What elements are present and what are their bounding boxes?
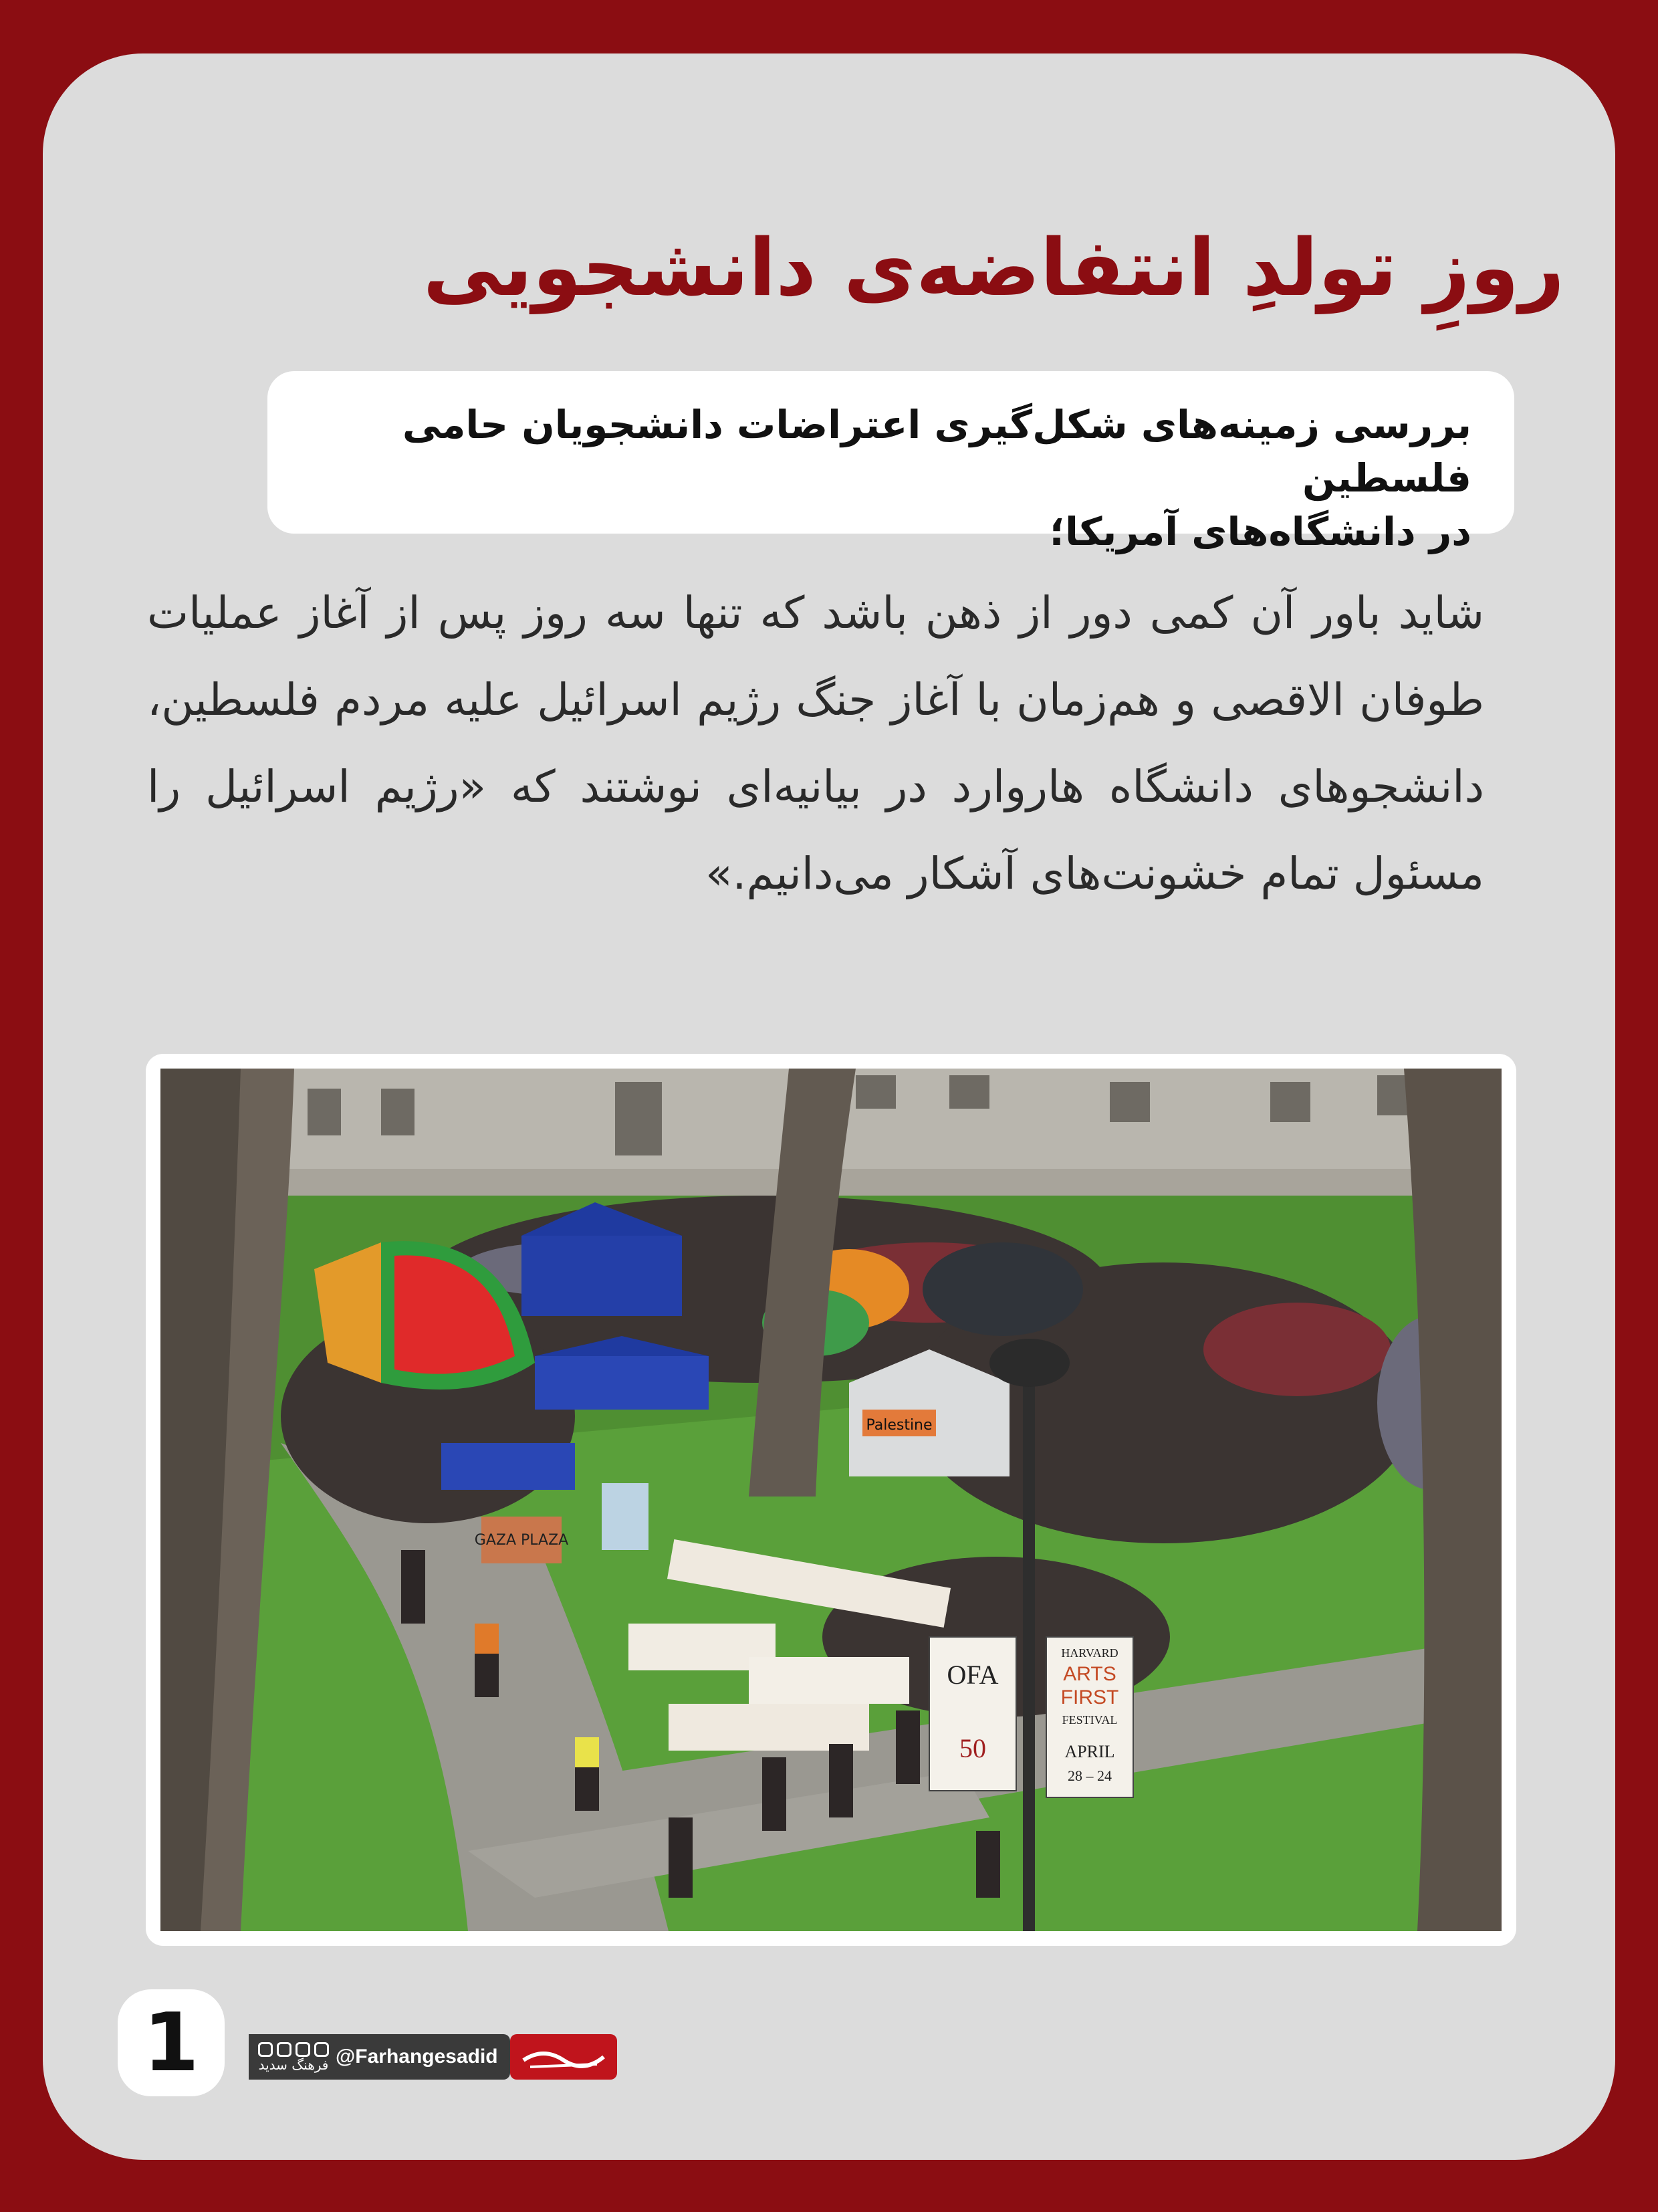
social-bar	[249, 2034, 510, 2080]
ofa-banner-50: 50	[959, 1733, 986, 1763]
subtitle-line-2: در دانشگاه‌های آمریکا؛	[1049, 509, 1471, 554]
eitaa-icon	[295, 2042, 310, 2057]
social-icons	[258, 2042, 329, 2057]
page-number: 1	[118, 1989, 225, 2096]
subtitle-box	[267, 371, 1514, 554]
telegram-icon	[314, 2042, 329, 2057]
footer-brand	[249, 2034, 617, 2080]
instagram-icon	[258, 2042, 273, 2057]
twitter-icon	[277, 2042, 291, 2057]
brand-logo-mark	[517, 2040, 610, 2074]
harvard-banner-line-5: APRIL	[1064, 1742, 1115, 1761]
tent-sign: Palestine	[866, 1417, 933, 1434]
harvard-banner-line-4: FESTIVAL	[1062, 1713, 1118, 1727]
social-handle: @Farhangesadid	[336, 2045, 498, 2068]
subtitle-line-1: بررسی زمینه‌های شکل‌گیری اعتراضات دانشجویان حامی فلسطین	[402, 402, 1471, 501]
photo-illustration	[160, 1069, 1502, 1931]
harvard-banner-line-1: HARVARD	[1061, 1646, 1118, 1660]
brand-logo	[510, 2034, 617, 2080]
harvard-banner-line-2: ARTS	[1063, 1663, 1116, 1685]
ofa-banner-text: OFA	[947, 1660, 999, 1690]
harvard-banner-line-3: FIRST	[1060, 1686, 1119, 1708]
brand-name: فرهنگ سدید	[258, 2057, 329, 2073]
page-title: روزِ تولدِ انتفاضه‌ی دانشجویی	[423, 221, 1564, 314]
protest-photo	[146, 1054, 1516, 1946]
body-paragraph: شاید باور آن کمی دور از ذهن باشد که تنها سه روز پس از آغاز عملیات طوفان الاقصی و هم‌زمان با آغاز جنگ رژیم اسرائیل علیه مردم فلسطین، دانشجوهای دانشگاه هاروارد در بیانیه‌ای نوشتند که «رژیم اسرائیل را مسئول تمام خشونت‌های آشکار می‌دانیم.»	[147, 587, 1484, 899]
harvard-banner-line-6: 24 – 28	[1068, 1767, 1112, 1784]
gaza-sign: GAZA PLAZA	[474, 1532, 569, 1549]
